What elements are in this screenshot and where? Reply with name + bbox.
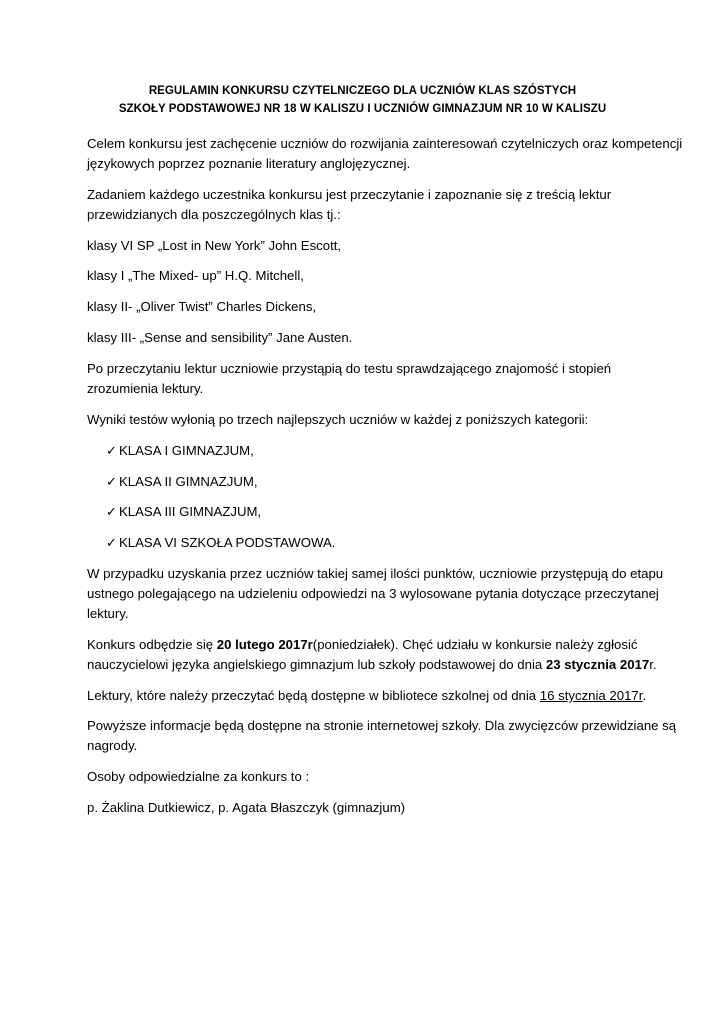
checkmark-icon: ✓ — [106, 504, 117, 519]
checkmark-icon: ✓ — [106, 535, 117, 550]
category-label: KLASA I GIMNAZJUM, — [119, 443, 254, 458]
paragraph-results: Wyniki testów wyłonią po trzech najlepszych uczniów w każdej z poniższych kategorii: — [87, 412, 589, 427]
checkmark-icon: ✓ — [106, 474, 117, 489]
paragraph-info-line-2: nagrody. — [87, 738, 138, 753]
category-label: KLASA III GIMNAZJUM, — [119, 504, 262, 519]
contest-date: 20 lutego 2017r — [216, 637, 313, 652]
category-item — [106, 535, 335, 551]
paragraph-purpose-line-2: językowych poprzez poznanie literatury anglojęzycznej. — [87, 156, 411, 171]
paragraph-purpose-line-1: Celem konkursu jest zachęcenie uczniów do rozwijania zainteresowań czytelniczych oraz kompetencji — [87, 136, 683, 151]
library-text: . — [642, 688, 647, 703]
checkmark-icon: ✓ — [106, 443, 117, 458]
date-text: Konkurs odbędzie się — [87, 637, 217, 652]
book-class-iii: klasy III- „Sense and sensibility” Jane Austen. — [87, 330, 353, 345]
library-date: 16 stycznia 2017r — [539, 688, 643, 703]
paragraph-library — [87, 688, 646, 703]
category-item — [106, 504, 261, 520]
book-class-vi: klasy VI SP „Lost in New York” John Escott, — [87, 238, 342, 253]
category-item — [106, 474, 258, 490]
category-label: KLASA VI SZKOŁA PODSTAWOWA. — [119, 535, 336, 550]
category-label: KLASA II GIMNAZJUM, — [119, 474, 258, 489]
category-item — [106, 443, 254, 459]
book-class-i: klasy I „The Mixed- up” H.Q. Mitchell, — [87, 268, 304, 283]
paragraph-tie-line-3: lektury. — [87, 606, 129, 621]
paragraph-test-line-1: Po przeczytaniu lektur uczniowie przystąpią do testu sprawdzającego znajomość i stopień — [87, 361, 612, 376]
paragraph-info-line-1: Powyższe informacje będą dostępne na stronie internetowej szkoły. Dla zwycięzców przewidziane są — [87, 718, 677, 733]
paragraph-task-line-1: Zadaniem każdego uczestnika konkursu jest przeczytanie i zapoznanie się z treścią lektur — [87, 187, 612, 202]
paragraph-responsible: Osoby odpowiedzialne za konkurs to : — [87, 769, 310, 784]
date-text: r. — [649, 657, 657, 672]
paragraph-tie-line-1: W przypadku uzyskania przez uczniów takiej samej ilości punktów, uczniowie przystępują do etapu — [87, 566, 664, 581]
document-title-line-1: REGULAMIN KONKURSU CZYTELNICZEGO DLA UCZNIÓW KLAS SZÓSTYCH — [148, 85, 577, 97]
paragraph-date-line-1 — [87, 637, 638, 652]
book-class-ii: klasy II- „Oliver Twist” Charles Dickens, — [87, 299, 317, 314]
library-text: Lektury, które należy przeczytać będą dostępne w bibliotece szkolnej od dnia — [87, 688, 540, 703]
date-text: nauczycielowi języka angielskiego gimnazjum lub szkoły podstawowej do dnia — [87, 657, 546, 672]
paragraph-date-line-2 — [87, 657, 657, 672]
paragraph-names: p. Żaklina Dutkiewicz, p. Agata Błaszczyk (gimnazjum) — [87, 800, 406, 815]
paragraph-tie-line-2: ustnego polegającego na udzieleniu odpowiedzi na 3 wylosowane pytania dotyczące przeczytanej — [87, 586, 659, 601]
document-title-line-2: SZKOŁY PODSTAWOWEJ NR 18 W KALISZU I UCZNIÓW GIMNAZJUM NR 10 W KALISZU — [118, 103, 607, 115]
registration-deadline: 23 stycznia 2017 — [545, 657, 650, 672]
paragraph-test-line-2: zrozumienia lektury. — [87, 381, 204, 396]
date-text: (poniedziałek). Chęć udziału w konkursie należy zgłosić — [312, 637, 638, 652]
paragraph-task-line-2: przewidzianych dla poszczególnych klas tj.: — [87, 207, 341, 222]
